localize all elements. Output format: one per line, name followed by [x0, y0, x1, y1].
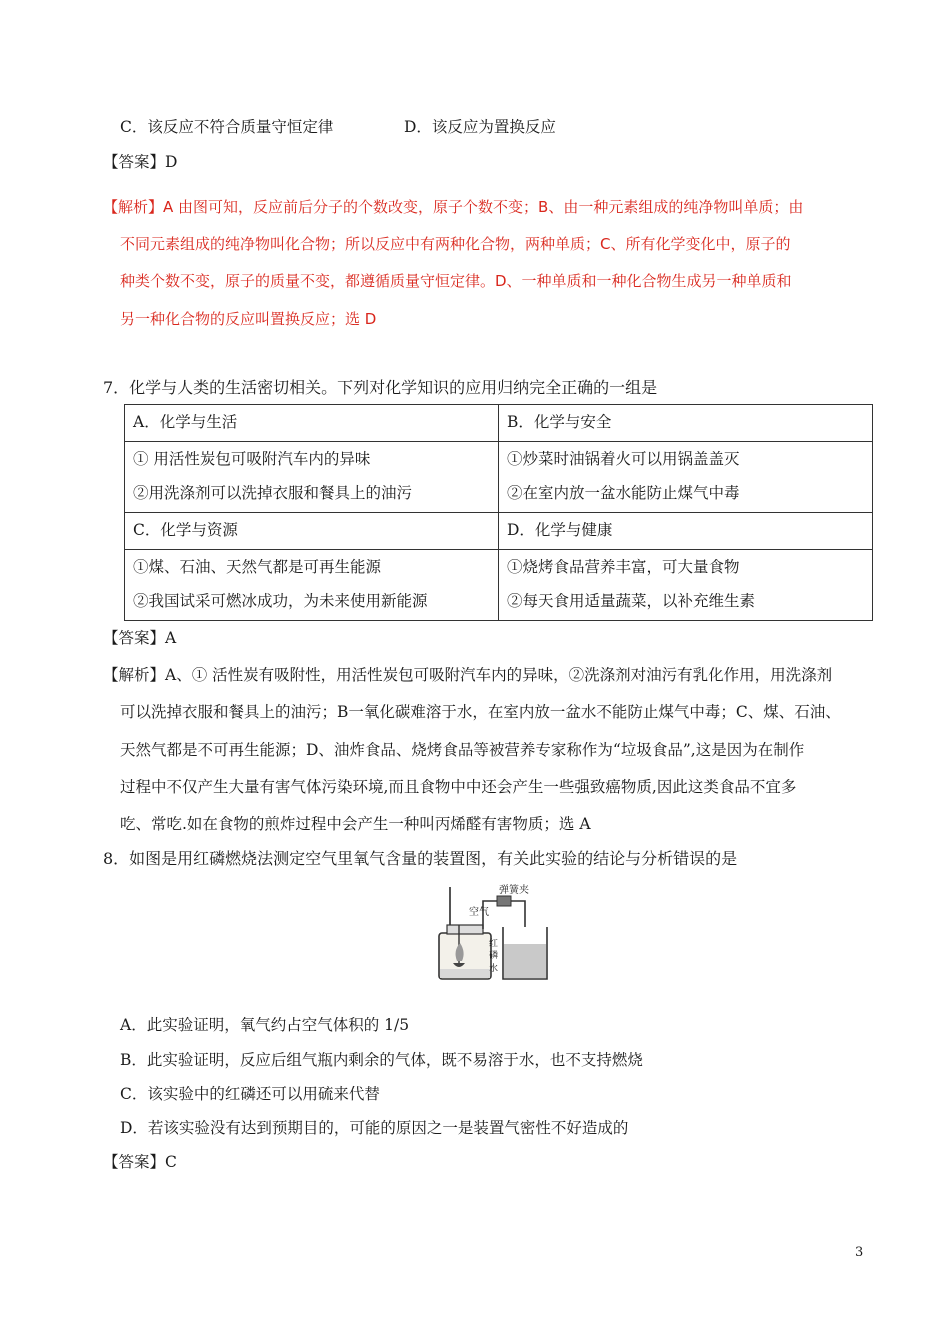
water-label: 水 [489, 964, 499, 974]
q7-analysis-line: 天然气都是不可再生能源；D、油炸食品、烧烤食品等被营养专家称作为“垃圾食品”,这是因为在制作 [120, 741, 805, 759]
q8-stem: 8．如图是用红磷燃烧法测定空气里氧气含量的装置图，有关此实验的结论与分析错误的是 [103, 849, 738, 868]
q6-option-d: D．该反应为置换反应 [404, 118, 556, 136]
q7-b-head: B．化学与安全 [499, 405, 873, 442]
clamp-label: 弹簧夹 [499, 885, 529, 896]
q7-answer: 【答案】A [103, 629, 177, 647]
q7-c-item-2: ②我国试采可燃冰成功，为未来使用新能源 [133, 592, 428, 610]
red-label: 红 [489, 939, 499, 949]
q7-d-head: D．化学与健康 [499, 513, 873, 550]
q7-d-body [499, 550, 873, 621]
q8-answer: 【答案】C [103, 1153, 177, 1171]
red-phosphorus-apparatus-figure [433, 881, 553, 986]
q8-option-d: D．若该实验没有达到预期目的，可能的原因之一是装置气密性不好造成的 [120, 1119, 629, 1137]
q7-b-body [499, 442, 873, 513]
q7-options-table [124, 404, 873, 621]
q7-b-item-1: ①炒菜时油锅着火可以用锅盖盖灭 [507, 450, 740, 468]
q7-a-item-2: ②用洗涤剂可以洗掉衣服和餐具上的油污 [133, 484, 413, 502]
q7-a-body [125, 442, 499, 513]
air-label: 空气 [469, 907, 489, 918]
q6-answer: 【答案】D [103, 153, 178, 171]
q7-a-head: A．化学与生活 [125, 405, 499, 442]
q7-a-item-1: ① 用活性炭包可吸附汽车内的异味 [133, 450, 371, 468]
q7-analysis-line: 过程中不仅产生大量有害气体污染环境,而且食物中中还会产生一些强致癌物质,因此这类食品不宜多 [120, 778, 797, 796]
q6-analysis-line: 【解析】A 由图可知，反应前后分子的个数改变，原子个数不变；B、由一种元素组成的纯净物叫单质；由 [103, 198, 804, 216]
q7-c-item-1: ①煤、石油、天然气都是可再生能源 [133, 558, 382, 576]
q8-option-c: C．该实验中的红磷还可以用硫来代替 [120, 1085, 380, 1103]
q8-option-b: B．此实验证明，反应后组气瓶内剩余的气体，既不易溶于水，也不支持燃烧 [120, 1051, 643, 1069]
q7-d-item-1: ①烧烤食品营养丰富，可大量食物 [507, 558, 740, 576]
phosphorus-label: 磷 [489, 951, 499, 961]
q6-analysis-line: 种类个数不变，原子的质量不变，都遵循质量守恒定律。D、一种单质和一种化合物生成另一种单质和 [120, 272, 792, 290]
q7-analysis-line: 吃、常吃.如在食物的煎炸过程中会产生一种叫丙烯醛有害物质；选 A [120, 815, 591, 833]
q7-b-item-2: ②在室内放一盆水能防止煤气中毒 [507, 484, 740, 502]
q8-option-a: A．此实验证明，氧气约占空气体积的 1/5 [120, 1016, 410, 1034]
q6-analysis-line: 另一种化合物的反应叫置换反应；选 D [120, 310, 377, 328]
q6-option-c: C．该反应不符合质量守恒定律 [120, 118, 334, 136]
q6-analysis-line: 不同元素组成的纯净物叫化合物；所以反应中有两种化合物，两种单质；C、所有化学变化中，原子的 [120, 235, 791, 253]
q7-analysis-line: 可以洗掉衣服和餐具上的油污；B一氧化碳难溶于水，在室内放一盆水不能防止煤气中毒；C、煤、石油、 [120, 703, 841, 721]
q7-c-body [125, 550, 499, 621]
q7-c-head: C．化学与资源 [125, 513, 499, 550]
q7-d-item-2: ②每天食用适量蔬菜，以补充维生素 [507, 592, 756, 610]
q7-stem: 7．化学与人类的生活密切相关。下列对化学知识的应用归纳完全正确的一组是 [103, 378, 658, 397]
page-number: 3 [855, 1245, 864, 1260]
q7-analysis-line: 【解析】A、① 活性炭有吸附性，用活性炭包可吸附汽车内的异味，②洗涤剂对油污有乳化作用，用洗涤剂 [103, 666, 833, 684]
